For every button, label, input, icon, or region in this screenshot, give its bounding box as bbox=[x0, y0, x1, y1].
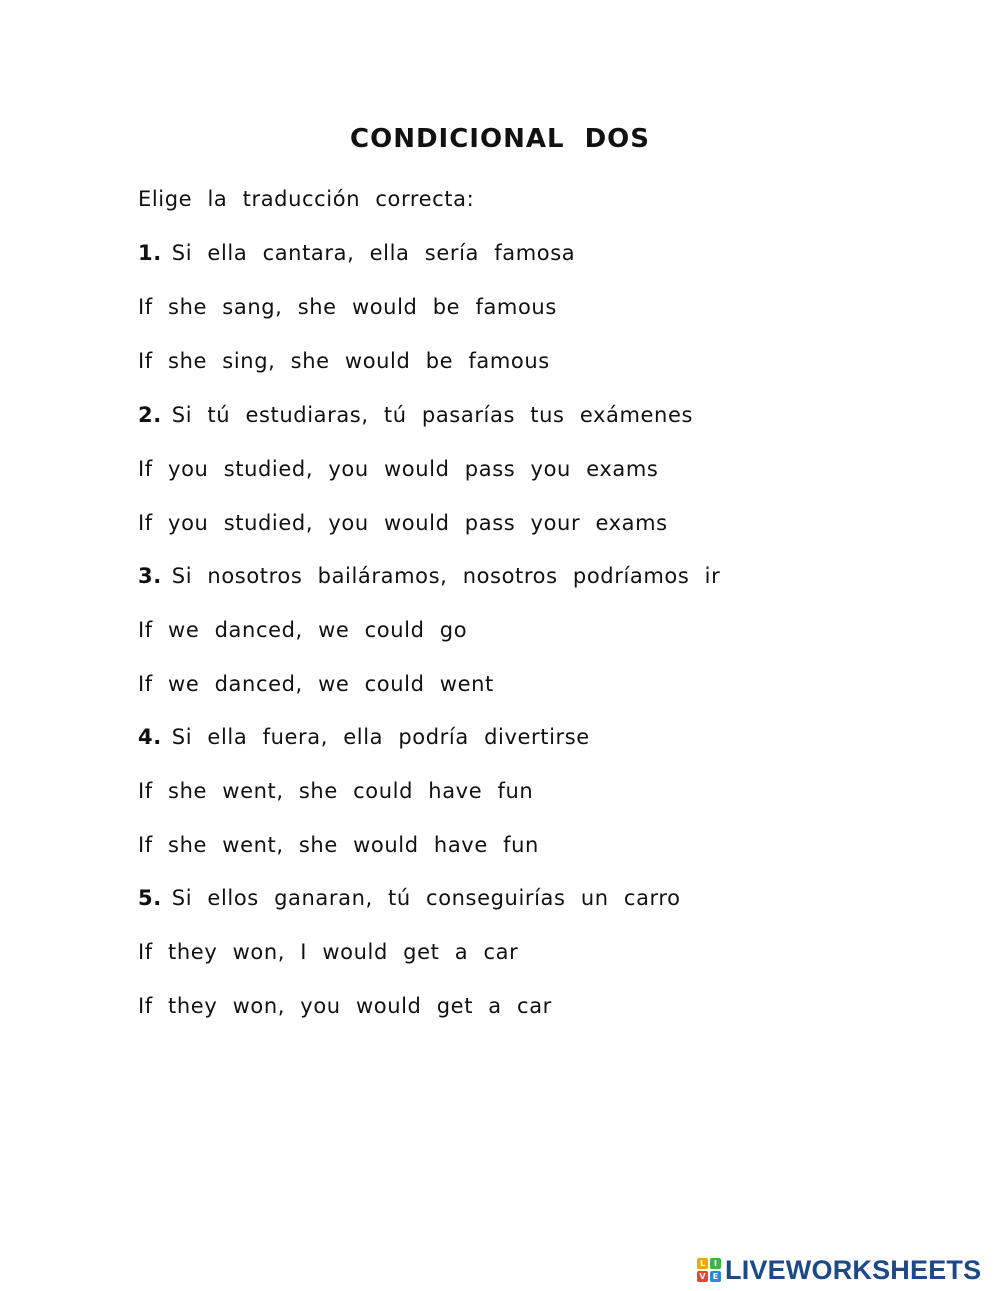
question-5-option-b[interactable]: If they won, you would get a car bbox=[138, 994, 552, 1018]
logo-square: V bbox=[697, 1271, 708, 1282]
question-1-option-a[interactable]: If she sang, she would be famous bbox=[138, 295, 557, 319]
question-text: Si nosotros bailáramos, nosotros podríamos ir bbox=[171, 564, 721, 588]
logo-squares-icon bbox=[697, 1258, 721, 1282]
logo-square: L bbox=[697, 1258, 708, 1269]
liveworksheets-logo bbox=[697, 1255, 981, 1285]
question-1-prompt bbox=[138, 239, 575, 267]
question-4-prompt bbox=[138, 723, 590, 751]
question-text: Si ella fuera, ella podría divertirse bbox=[171, 725, 590, 749]
question-number: 2. bbox=[138, 403, 162, 427]
question-number: 3. bbox=[138, 564, 162, 588]
question-text: Si ella cantara, ella sería famosa bbox=[171, 241, 576, 265]
question-3-option-b[interactable]: If we danced, we could went bbox=[138, 672, 494, 696]
question-text: Si tú estudiaras, tú pasarías tus exámenes bbox=[171, 403, 694, 427]
question-number: 5. bbox=[138, 886, 162, 910]
question-3-option-a[interactable]: If we danced, we could go bbox=[138, 618, 468, 642]
logo-text: LIVEWORKSHEETS bbox=[725, 1254, 982, 1285]
question-5-option-a[interactable]: If they won, I would get a car bbox=[138, 940, 519, 964]
question-number: 4. bbox=[138, 725, 162, 749]
question-1-option-b[interactable]: If she sing, she would be famous bbox=[138, 349, 550, 373]
question-4-option-b[interactable]: If she went, she would have fun bbox=[138, 833, 539, 857]
question-number: 1. bbox=[138, 241, 162, 265]
question-5-prompt bbox=[138, 884, 681, 912]
worksheet-title: CONDICIONAL DOS bbox=[350, 124, 650, 154]
question-2-option-a[interactable]: If you studied, you would pass you exams bbox=[138, 457, 659, 481]
question-2-prompt bbox=[138, 401, 693, 429]
instruction-text: Elige la traducción correcta: bbox=[138, 187, 475, 211]
question-2-option-b[interactable]: If you studied, you would pass your exams bbox=[138, 511, 668, 535]
question-text: Si ellos ganaran, tú conseguirías un carro bbox=[171, 886, 681, 910]
logo-square: E bbox=[710, 1271, 721, 1282]
logo-square: I bbox=[710, 1258, 721, 1269]
question-3-prompt bbox=[138, 562, 720, 590]
question-4-option-a[interactable]: If she went, she could have fun bbox=[138, 779, 534, 803]
